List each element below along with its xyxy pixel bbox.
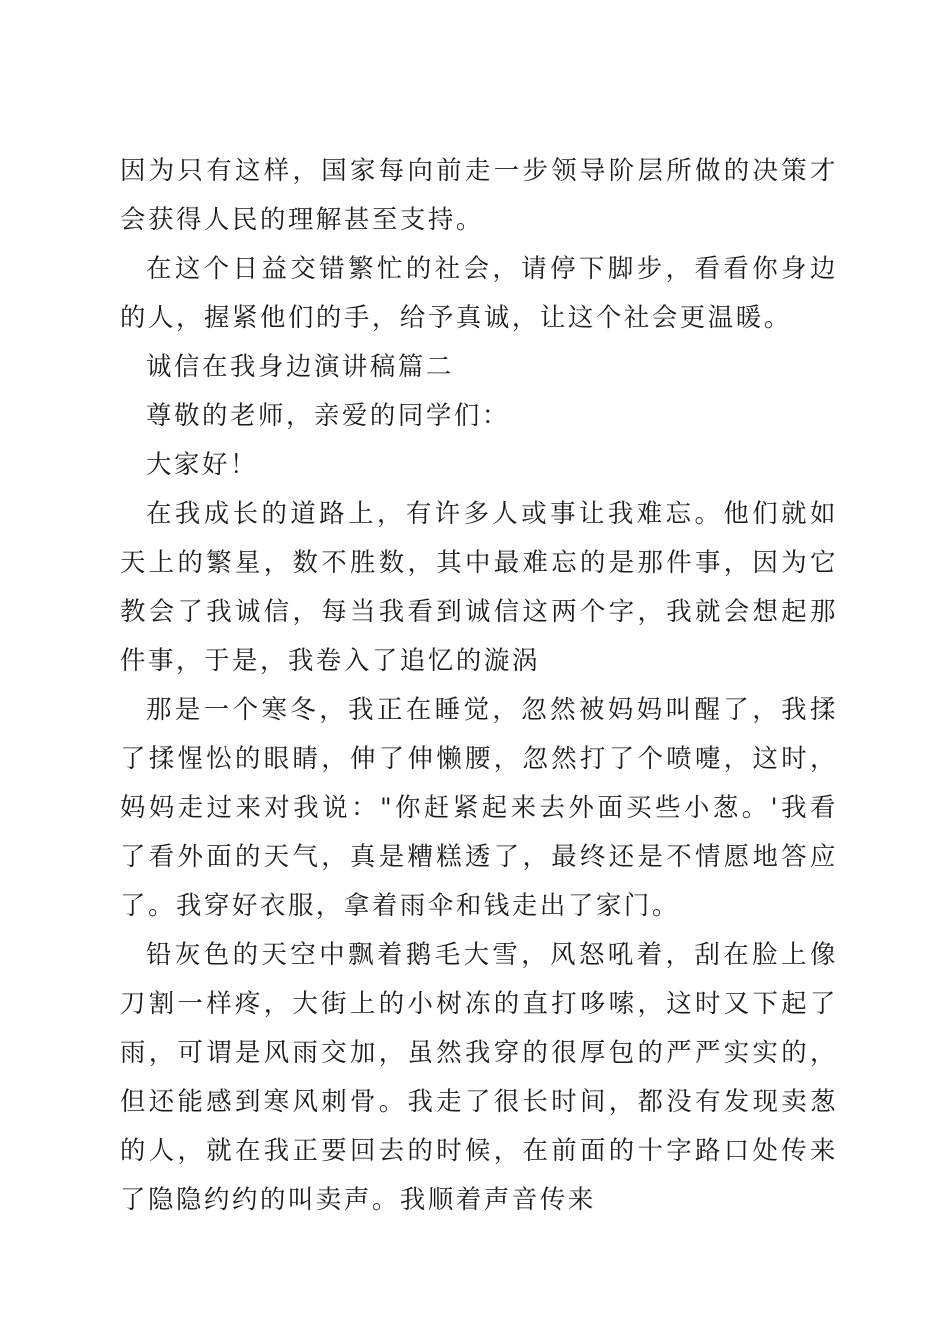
section-heading: 诚信在我身边演讲稿篇二 <box>146 351 454 381</box>
salutation: 尊敬的老师，亲爱的同学们： <box>146 400 510 430</box>
paragraph: 那是一个寒冬，我正在睡觉，忽然被妈妈叫醒了，我揉了揉惺忪的眼睛，伸了伸懒腰，忽然打了个喷嚏，这时，妈妈走过来对我说："你赶紧起来去外面买些小葱。'我看了看外面的天气，真是糟糕透了，最终还是不情愿地答应了。我穿好衣服，拿着雨伞和钱走出了家门。 <box>120 694 838 920</box>
paragraph: 铅灰色的天空中飘着鹅毛大雪，风怒吼着，刮在脸上像刀割一样疼，大街上的小树冻的直打哆嗦，这时又下起了雨，可谓是风雨交加，虽然我穿的很厚包的严严实实的，但还能感到寒风刺骨。我走了很长时间，都没有发现卖葱的人，就在我正要回去的时候，在前面的十字路口处传来了隐隐约约的叫卖声。我顺着声音传来 <box>120 939 838 1214</box>
paragraph: 因为只有这样，国家每向前走一步领导阶层所做的决策才会获得人民的理解甚至支持。 <box>120 155 838 234</box>
paragraph: 在这个日益交错繁忙的社会，请停下脚步，看看你身边的人，握紧他们的手，给予真诚，让这个社会更温暖。 <box>120 253 838 332</box>
document-body <box>120 146 838 1224</box>
greeting: 大家好！ <box>146 449 258 479</box>
paragraph: 在我成长的道路上，有许多人或事让我难忘。他们就如天上的繁星，数不胜数，其中最难忘的是那件事，因为它教会了我诚信，每当我看到诚信这两个字，我就会想起那件事，于是，我卷入了追忆的漩涡 <box>120 498 838 675</box>
